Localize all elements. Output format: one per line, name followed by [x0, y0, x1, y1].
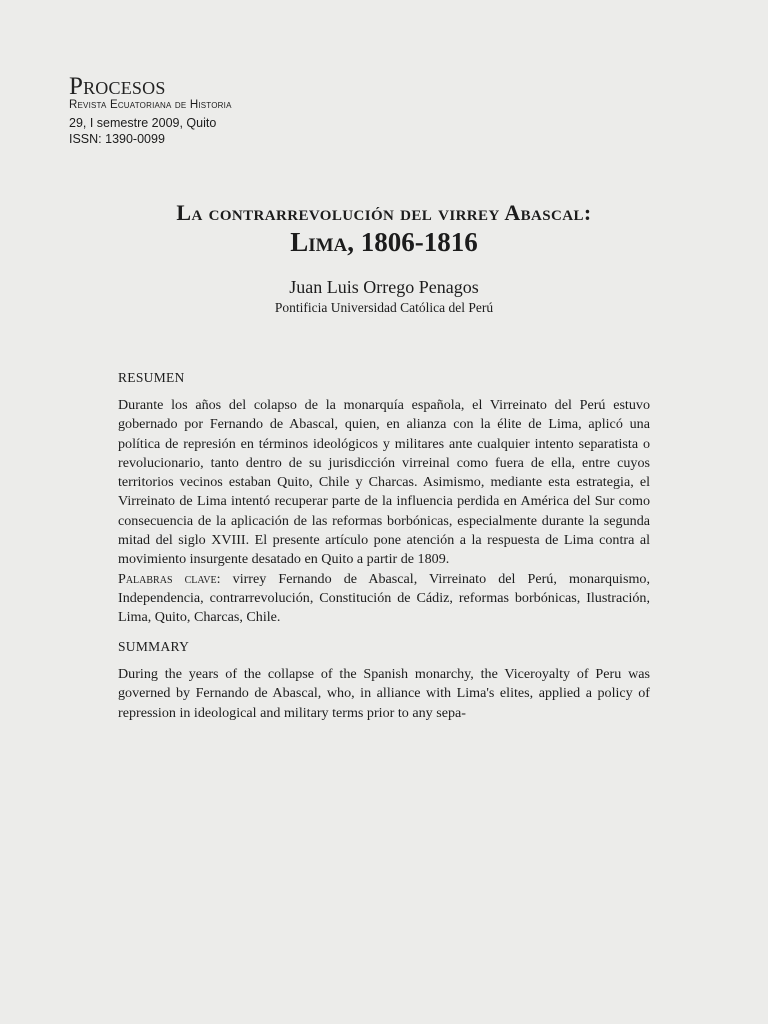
summary-heading: SUMMARY [118, 639, 190, 654]
resumen-heading: RESUMEN [118, 370, 185, 385]
journal-issn: ISSN: 1390-0099 [69, 132, 165, 146]
summary-body: During the years of the collapse of the Spanish monarchy, the Viceroyalty of Peru was governed by Fernando de Abascal, who, in alliance with Lima's elites, applied a policy of repression in ideological and military terms prior to any sepa- [118, 666, 650, 721]
article-title-line-2: Lima, 1806-1816 [290, 227, 478, 257]
keywords-label: Palabras clave: [118, 570, 221, 587]
resumen-text: Durante los años del colapso de la monarquía española, el Virreinato del Perú estuvo gobernado por Fernando de Abascal, quien, en alianza con la élite de Lima, aplicó una política de represión en términos ideológicos y militares ante cualquier intento separatista o revolucionario, tanto dentro de su jurisdicción virreinal como fuera de ella, entre cuyos territorios vecinos estaban Quito, Chile y Charcas. Asimismo, mediante esta estrategia, el Virreinato de Lima intentó recuperar parte de la influencia perdida en América del Sur como consecuencia de la aplicación de las reformas borbónicas, especialmente durante la segunda mitad del siglo XVIII. El presente artículo pone atención a la respuesta de Lima contra al movimiento insurgente desatado en Quito a partir de 1809. [118, 397, 650, 568]
article-title-line-1: La contrarrevolución del virrey Abascal: [176, 200, 592, 225]
article-title [0, 200, 768, 258]
author-affiliation: Pontificia Universidad Católica del Perú [274, 300, 494, 315]
keywords-text: virrey Fernando de Abascal, Virreinato del Perú, monarquismo, Independencia, contrarrevolución, Constitución de Cádiz, reformas borbónicas, Ilustración, Lima, Quito, Charcas, Chile. [118, 570, 650, 626]
journal-name: Procesos [69, 73, 166, 100]
journal-issue: 29, I semestre 2009, Quito [69, 115, 217, 130]
journal-subtitle: Revista Ecuatoriana de Historia [69, 99, 232, 111]
journal-header [69, 74, 329, 150]
resumen-body [118, 396, 650, 628]
author-name: Juan Luis Orrego Penagos [289, 277, 479, 297]
